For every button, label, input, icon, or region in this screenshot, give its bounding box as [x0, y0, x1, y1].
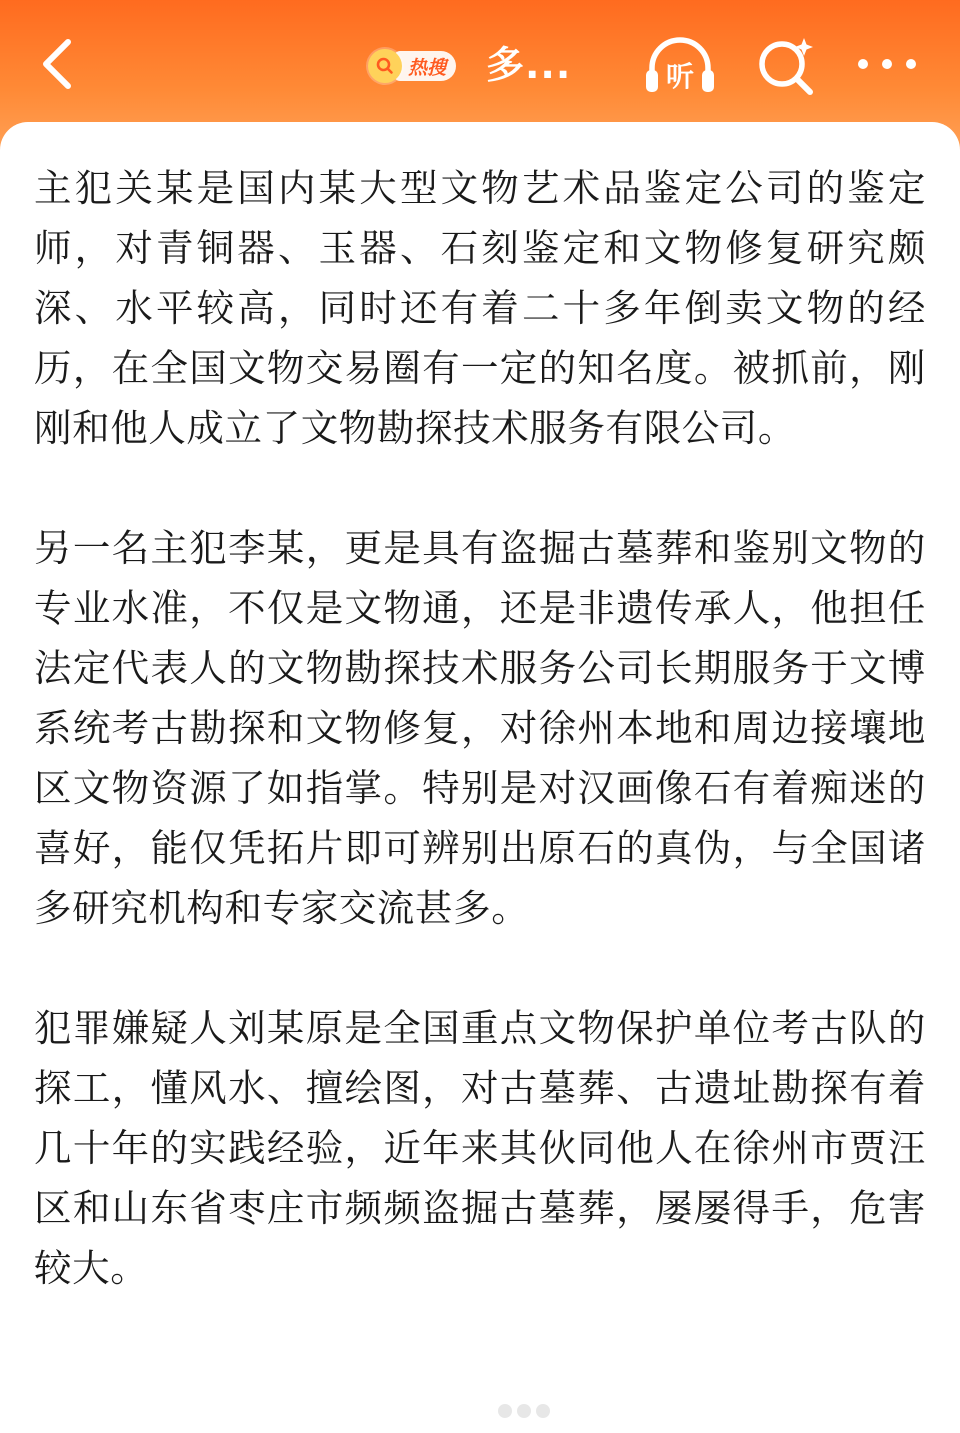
bottom-fade	[0, 1373, 960, 1433]
headphones-icon	[642, 34, 718, 98]
more-button[interactable]	[852, 44, 922, 84]
listen-label: 听	[665, 60, 695, 93]
more-dot-icon	[882, 59, 892, 69]
listen-button[interactable]	[642, 34, 718, 98]
more-dot-icon	[858, 59, 868, 69]
article-paragraph-1: 主犯关某是国内某大型文物艺术品鉴定公司的鉴定师，对青铜器、玉器、石刻鉴定和文物修复研究颇深、水平较高，同时还有着二十多年倒卖文物的经历，在全国文物交易圈有一定的知名度。被抓前，刚刚和他人成立了文物勘探技术服务有限公司。	[34, 166, 926, 450]
article-content	[0, 122, 960, 1433]
search-sparkle-icon	[754, 34, 820, 98]
watermark-dots	[498, 1398, 562, 1424]
article-paragraph-3: 犯罪嫌疑人刘某原是全国重点文物保护单位考古队的探工，懂风水、擅绘图，对古墓葬、古遗址勘探有着几十年的实践经验，近年来其伙同他人在徐州市贾汪区和山东省枣庄市频频盗掘古墓葬，屡屡得手，危害较大。	[34, 1006, 926, 1290]
more-dot-icon	[906, 59, 916, 69]
search-button[interactable]	[754, 34, 820, 98]
chevron-left-icon	[38, 36, 78, 92]
article-paragraph-2: 另一名主犯李某，更是具有盗掘古墓葬和鉴别文物的专业水准，不仅是文物通，还是非遗传承人，他担任法定代表人的文物勘探技术服务公司长期服务于文博系统考古勘探和文物修复，对徐州本地和周边接壤地区文物资源了如指掌。特别是对汉画像石有着痴迷的喜好，能仅凭拓片即可辨别出原石的真伪，与全国诸多研究机构和专家交流甚多。	[34, 526, 926, 930]
hot-search-label: 热搜	[394, 51, 456, 81]
hot-search-badge[interactable]	[368, 47, 464, 85]
topic-title[interactable]: 多...	[486, 43, 572, 87]
hot-search-icon	[368, 49, 402, 83]
back-button[interactable]	[28, 32, 88, 96]
